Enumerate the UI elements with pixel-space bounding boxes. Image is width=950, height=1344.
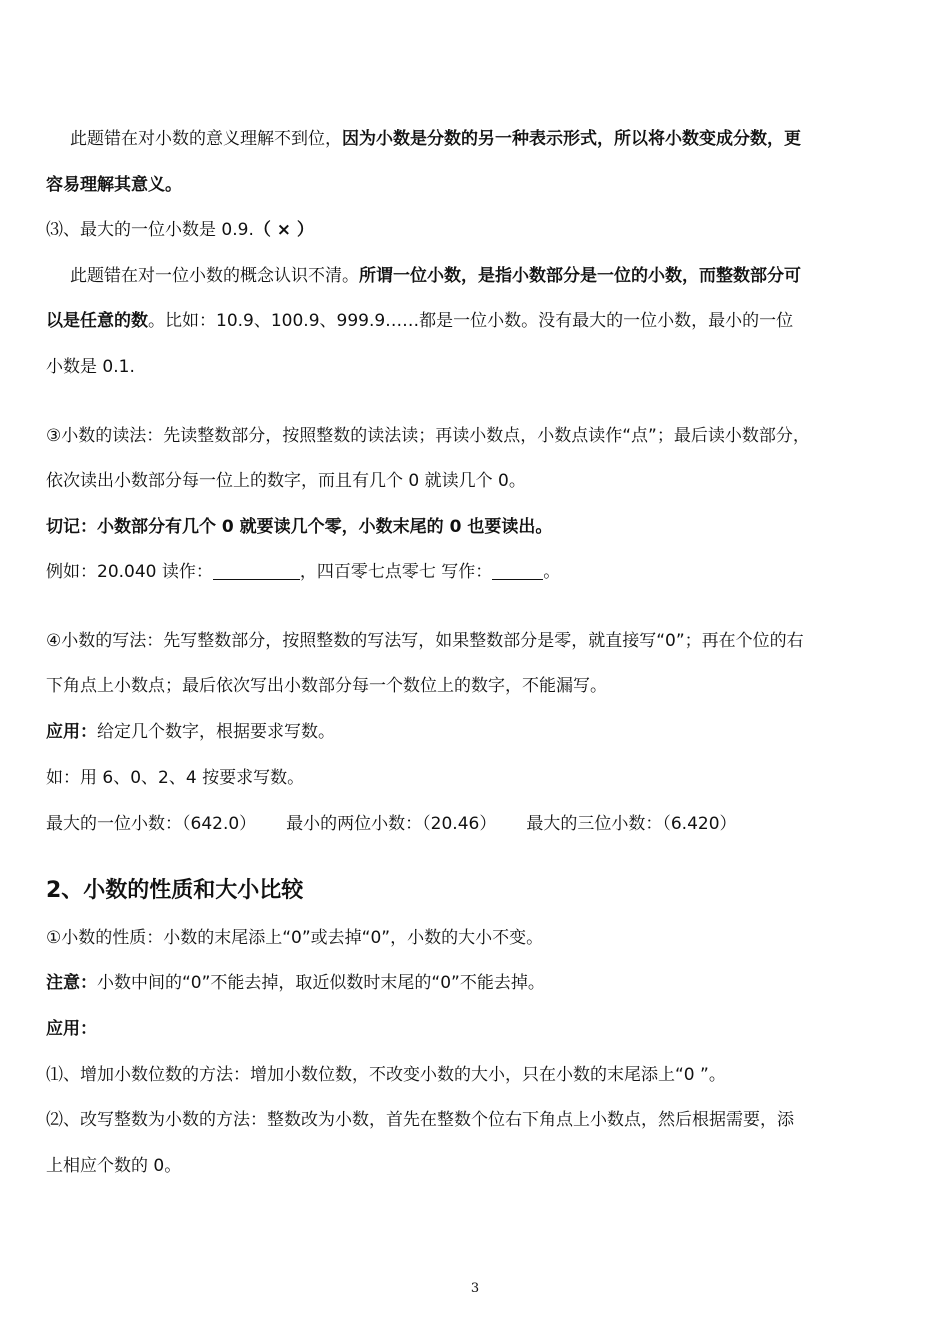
note-label: 注意： bbox=[46, 973, 97, 993]
reading-caution: 切记：小数部分有几个 0 就要读几个零，小数末尾的 0 也要读出。 bbox=[46, 517, 553, 537]
answer-blank[interactable] bbox=[492, 563, 543, 580]
answer-largest-one-decimal: 最大的一位小数：（642.0） bbox=[46, 814, 257, 834]
method-1: ⑴、增加小数位数的方法：增加小数位数，不改变小数的大小，只在小数的末尾添上“0 ”。 bbox=[46, 1065, 726, 1085]
paragraph-2-line-1 bbox=[46, 265, 898, 287]
writing-example: 如：用 6、0、2、4 按要求写数。 bbox=[46, 768, 305, 788]
answer-largest-three-decimal: 最大的三位小数：（6.420） bbox=[526, 814, 737, 834]
key-point-bold: 容易理解其意义。 bbox=[46, 175, 182, 195]
paragraph-2-line-2 bbox=[46, 310, 898, 332]
paragraph-1-line-1 bbox=[46, 128, 898, 150]
explanation-text: 。比如：10.9、100.9、999.9……都是一位小数。没有最大的一位小数，最小的一位 bbox=[148, 311, 794, 331]
explanation-text: 此题错在对小数的意义理解不到位， bbox=[70, 129, 342, 149]
explanation-text: 小数是 0.1. bbox=[46, 357, 135, 377]
paragraph-2-line-3 bbox=[46, 356, 898, 378]
page-number: 3 bbox=[470, 1281, 480, 1296]
writing-answers bbox=[46, 813, 898, 835]
key-point-bold: 因为小数是分数的另一种表示形式，所以将小数变成分数，更 bbox=[342, 129, 801, 149]
explanation-text: 此题错在对一位小数的概念认识不清。 bbox=[70, 266, 359, 286]
document-page bbox=[46, 0, 898, 1344]
application-label: 应用： bbox=[46, 722, 97, 742]
property-rule: ①小数的性质：小数的末尾添上“0”或去掉“0”，小数的大小不变。 bbox=[46, 928, 544, 948]
method-2-line-1: ⑵、改写整数为小数的方法：整数改为小数，首先在整数个位右下角点上小数点，然后根据需要，添 bbox=[46, 1110, 794, 1130]
reading-rule-line-1: ③小数的读法：先读整数部分，按照整数的读法读；再读小数点，小数点读作“点”；最后读小数部分， bbox=[46, 426, 810, 446]
answer-blank[interactable] bbox=[213, 563, 300, 580]
section-2-heading: 2、小数的性质和大小比较 bbox=[46, 878, 304, 903]
writing-rule-line-1: ④小数的写法：先写整数部分，按照整数的写法写，如果整数部分是零，就直接写“0”；再在个位的右 bbox=[46, 631, 804, 651]
item-statement: 最大的一位小数是 0.9. bbox=[80, 220, 254, 240]
reading-rule-line-2: 依次读出小数部分每一位上的数字，而且有几个 0 就读几个 0。 bbox=[46, 471, 526, 491]
key-point-bold: 所谓一位小数，是指小数部分是一位的小数，而整数部分可 bbox=[359, 266, 801, 286]
key-point-bold: 以是任意的数 bbox=[46, 311, 148, 331]
writing-application: 应用：给定几个数字，根据要求写数。 bbox=[46, 722, 335, 742]
judgement-mark: （ × ） bbox=[253, 220, 314, 240]
answer-smallest-two-decimal: 最小的两位小数：（20.46） bbox=[286, 814, 497, 834]
item-3 bbox=[46, 219, 898, 241]
writing-rule-line-2: 下角点上小数点；最后依次写出小数部分每一个数位上的数字，不能漏写。 bbox=[46, 676, 607, 696]
property-note: 注意：小数中间的“0”不能去掉，取近似数时末尾的“0”不能去掉。 bbox=[46, 973, 545, 993]
property-application-label: 应用： bbox=[46, 1019, 97, 1039]
paragraph-1-line-2 bbox=[46, 174, 898, 196]
method-2-line-2: 上相应个数的 0。 bbox=[46, 1156, 182, 1176]
reading-example: 例如：20.040 读作： ，四百零七点零七 写作： 。 bbox=[46, 562, 561, 582]
item-number: ⑶、 bbox=[46, 220, 80, 240]
